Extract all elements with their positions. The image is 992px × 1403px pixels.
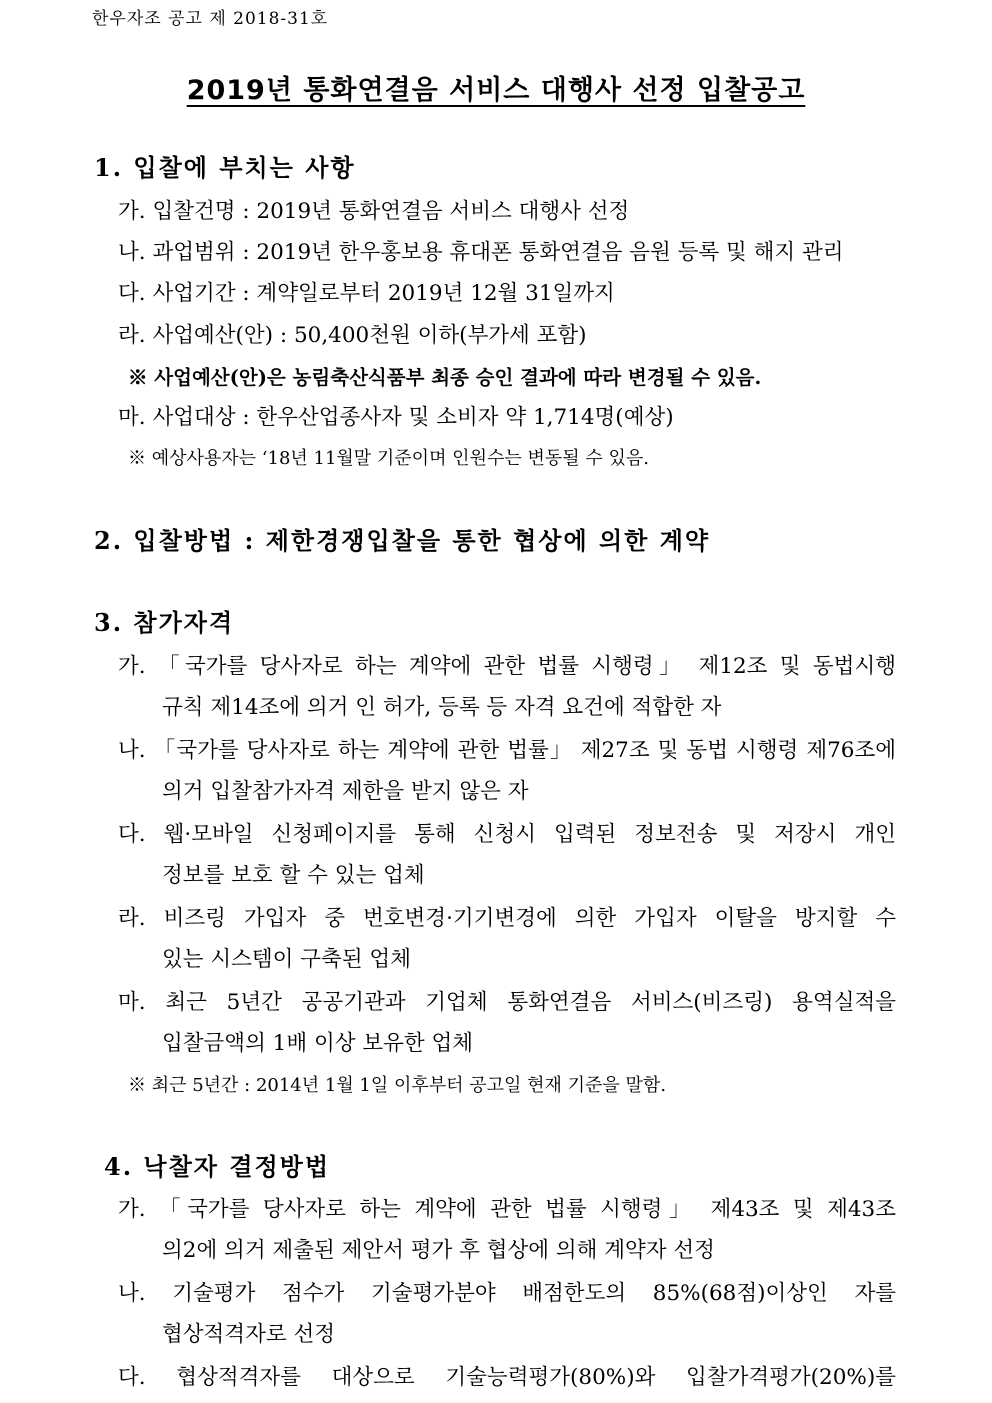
section-1-item-ga: 가. 입찰건명 : 2019년 통화연결음 서비스 대행사 선정 [118,199,630,224]
section-4-item-ga-line-2: 의2에 의거 제출된 제안서 평가 후 협상에 의해 계약자 선정 [162,1238,715,1263]
section-3-heading: 3. 참가자격 [94,608,235,637]
section-3-item-da-line-1: 다. 웹·모바일 신청페이지를 통해 신청시 입력된 정보전송 및 저장시 개인 [118,822,896,847]
section-4-item-da-line-1: 다. 협상적격자를 대상으로 기술능력평가(80%)와 입찰가격평가(20%)를 [118,1365,896,1390]
section-1-item-da: 다. 사업기간 : 계약일로부터 2019년 12월 31일까지 [118,281,615,306]
section-1-budget-note: ※ 사업예산(안)은 농림축산식품부 최종 승인 결과에 따라 변경될 수 있음. [128,366,762,389]
section-3-item-ga-line-1: 가. 「국가를 당사자로 하는 계약에 관한 법률 시행령」 제12조 및 동법시행 [118,654,896,679]
section-3-item-ga-line-2: 규칙 제14조에 의거 인 허가, 등록 등 자격 요건에 적합한 자 [162,695,722,720]
section-4-item-na-line-2: 협상적격자로 선정 [162,1322,335,1347]
section-3-period-note: ※ 최근 5년간 : 2014년 1월 1일 이후부터 공고일 현재 기준을 말함. [128,1075,667,1096]
section-2-heading: 2. 입찰방법 : 제한경쟁입찰을 통한 협상에 의한 계약 [94,526,711,555]
section-3-item-ra-line-2: 있는 시스템이 구축된 업체 [162,947,411,972]
section-4-item-na-line-1: 나. 기술평가 점수가 기술평가분야 배점한도의 85%(68점)이상인 자를 [118,1281,896,1306]
section-4-heading: 4. 낙찰자 결정방법 [104,1152,331,1181]
section-3-item-da-line-2: 정보를 보호 할 수 있는 업체 [162,863,425,888]
section-3-item-na-line-1: 나. 「국가를 당사자로 하는 계약에 관한 법률」 제27조 및 동법 시행령 제76조에 [118,738,896,763]
page-title: 2019년 통화연결음 서비스 대행사 선정 입찰공고 [186,75,806,106]
section-3-item-ma-line-1: 마. 최근 5년간 공공기관과 기업체 통화연결음 서비스(비즈링) 용역실적을 [118,990,896,1015]
section-1-item-ma: 마. 사업대상 : 한우산업종사자 및 소비자 약 1,714명(예상) [118,405,674,430]
section-1-heading: 1. 입찰에 부치는 사항 [94,153,356,182]
section-1-users-note: ※ 예상사용자는 ‘18년 11월말 기준이며 인원수는 변동될 수 있음. [128,448,649,469]
section-3-item-ma-line-2: 입찰금액의 1배 이상 보유한 업체 [162,1031,474,1056]
section-4-item-ga-line-1: 가. 「국가를 당사자로 하는 계약에 관한 법률 시행령」 제43조 및 제43조 [118,1197,896,1222]
section-3-item-ra-line-1: 라. 비즈링 가입자 중 번호변경·기기변경에 의한 가입자 이탈을 방지할 수 [118,906,896,931]
section-3-item-na-line-2: 의거 입찰참가자격 제한을 받지 않은 자 [162,779,529,804]
section-1-item-na: 나. 과업범위 : 2019년 한우홍보용 휴대폰 통화연결음 음원 등록 및 해지 관리 [118,240,844,265]
document-number: 한우자조 공고 제 2018-31호 [92,9,329,29]
section-1-item-ra: 라. 사업예산(안) : 50,400천원 이하(부가세 포함) [118,323,587,348]
